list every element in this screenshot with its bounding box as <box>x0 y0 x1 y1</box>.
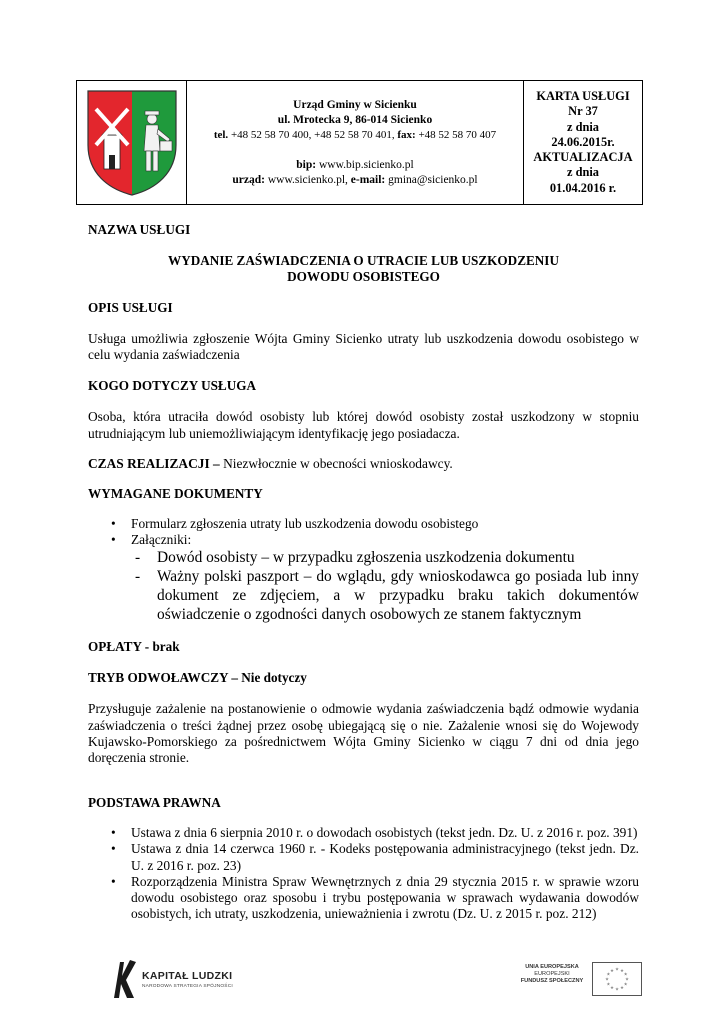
eu-star-icon: ★ <box>614 986 620 992</box>
list-item <box>131 532 639 624</box>
card-line: z dnia <box>566 119 600 134</box>
office-web-line <box>187 173 523 188</box>
bip-label: bip: <box>296 158 317 171</box>
who-text: Osoba, która utraciła dowód osobisty lub której dowód osobisty został uszkodzony w stopniu utrudniającym lub uniemożliwiającym identyfikację jego posiadacza. <box>88 409 639 441</box>
office-address: ul. Mrotecka 9, 86-014 Sicienko <box>277 113 433 126</box>
urzad-label: urząd: <box>232 173 265 186</box>
eu-star-icon: ★ <box>606 971 611 977</box>
service-title-line1: WYDANIE ZAŚWIADCZENIA O UTRACIE LUB USZKODZENIU <box>168 253 559 268</box>
eu-star-icon: ★ <box>606 981 611 987</box>
list-item: • Ustawa z dnia 14 czerwca 1960 r. - Kodeks postępowania administracyjnego (tekst jedn. Dz. U. z 2016 r. poz. 23) <box>131 841 639 873</box>
documents-list <box>88 516 639 624</box>
list-item: • Formularz zgłoszenia utraty lub uszkodzenia dowodu osobistego <box>131 516 639 532</box>
attachments-label: Załączniki: <box>131 532 192 548</box>
appeal-text: Przysługuje zażalenie na postanowienie o odmowie wydania zaświadczenia bądź odmowie wydania zaświadczenia o treści żądnej przez osobę ubiegającą się o nie. Zażalenie wnosi się do Wojewody Kujawsko-Pomorskiego za pośrednictwem Wójta Gminy Sicienko w ciągu 7 dni od dnia jego doręczenia stronie. <box>88 701 639 766</box>
fax-label: fax: <box>397 128 416 141</box>
email-link[interactable]: gmina@sicienko.pl <box>388 173 478 186</box>
documents-heading: WYMAGANE DOKUMENTY <box>88 486 263 502</box>
office-info-cell <box>187 81 524 205</box>
card-line: Nr 37 <box>568 104 598 119</box>
who-heading: KOGO DOTYCZY USŁUGA <box>88 378 257 394</box>
office-bip-line <box>187 158 523 173</box>
eu-star-icon: ★ <box>619 985 625 991</box>
tel-label: tel. <box>213 128 229 141</box>
card-info-cell <box>524 81 643 205</box>
crest-cell <box>77 81 187 205</box>
card-line: KARTA USŁUGI <box>536 89 630 104</box>
description-heading: OPIS USŁUGI <box>88 300 173 315</box>
urzad-link[interactable]: www.sicienko.pl, <box>267 173 348 186</box>
kl-subtitle: NARODOWA STRATEGIA SPÓJNOŚCI <box>142 984 233 989</box>
header-table <box>76 80 643 205</box>
card-line: AKTUALIZACJA <box>533 150 633 165</box>
eu-text <box>518 964 586 985</box>
office-name: Urząd Gminy w Sicienku <box>293 98 417 111</box>
legal-list <box>88 825 639 922</box>
kapital-ludzki-logo-icon <box>110 958 140 1000</box>
time-text: Niezwłocznie w obecności wnioskodawcy. <box>223 455 453 471</box>
fees-heading: OPŁATY - brak <box>88 639 180 655</box>
service-title-line2: DOWODU OSOBISTEGO <box>287 269 440 284</box>
time-heading: CZAS REALIZACJI – <box>88 455 220 471</box>
bip-link[interactable]: www.bip.sicienko.pl <box>318 158 414 171</box>
appeal-heading: TRYB ODWOŁAWCZY – Nie dotyczy <box>88 670 307 686</box>
list-item: • Rozporządzenia Ministra Spraw Wewnętrznych z dnia 29 stycznia 2015 r. w sprawie wzoru dowodu osobistego oraz sposobu i trybu postępowania w sprawach wydawania dowodów osobistych, ich utraty, uszkodzenia, unieważnienia i zwrotu (Dz. U. z 2015 r. poz. 212) <box>131 874 639 923</box>
eu-star-icon: ★ <box>619 967 625 973</box>
office-phone-line <box>187 128 523 143</box>
eu-star-icon: ★ <box>624 976 630 982</box>
legal-heading: PODSTAWA PRAWNA <box>88 795 221 811</box>
attachment-item: - Ważny polski paszport – do wglądu, gdy wnioskodawca go posiada lub inny dokument ze zdjęciem, a w przypadku braku takich dokumentów oświadczenie o zgodności danych osobowych ze stanem faktycznym <box>157 567 639 624</box>
time-line <box>88 456 639 472</box>
document-body <box>88 222 639 922</box>
kl-title: KAPITAŁ LUDZKI <box>142 970 233 982</box>
eu-star-icon: ★ <box>623 971 628 977</box>
kapital-ludzki-logo <box>110 958 250 1000</box>
tel-value: +48 52 58 70 400, +48 52 58 70 401, <box>230 128 395 141</box>
eu-star-icon: ★ <box>609 985 615 991</box>
eu-line2: EUROPEJSKI <box>534 971 570 977</box>
eu-star-icon: ★ <box>609 967 615 973</box>
coat-of-arms-icon <box>86 89 178 197</box>
attachments-list <box>131 548 639 624</box>
fax-value: +48 52 58 70 407 <box>418 128 497 141</box>
name-heading: NAZWA USŁUGI <box>88 222 191 237</box>
card-line: z dnia <box>566 165 600 180</box>
eu-logo <box>518 960 644 1000</box>
card-line: 24.06.2015r. <box>551 134 615 149</box>
attachment-item: - Dowód osobisty – w przypadku zgłoszenia uszkodzenia dokumentu <box>157 548 639 567</box>
eu-flag-icon <box>593 963 641 995</box>
list-item: • Ustawa z dnia 6 sierpnia 2010 r. o dowodach osobistych (tekst jedn. Dz. U. z 2016 r. poz. 391) <box>131 825 639 841</box>
email-label: e-mail: <box>350 173 386 186</box>
eu-star-icon: ★ <box>623 981 628 987</box>
eu-line1: UNIA EUROPEJSKA <box>525 964 579 970</box>
eu-line3: FUNDUSZ SPOŁECZNY <box>520 978 584 984</box>
description-text: Usługa umożliwia zgłoszenie Wójta Gminy Sicienko utraty lub uszkodzenia dowodu osobistego w celu wydania zaświadczenia <box>88 331 639 363</box>
eu-star-icon: ★ <box>604 976 610 982</box>
eu-flag <box>592 962 642 996</box>
card-line: 01.04.2016 r. <box>549 180 617 195</box>
eu-star-icon: ★ <box>614 966 620 972</box>
